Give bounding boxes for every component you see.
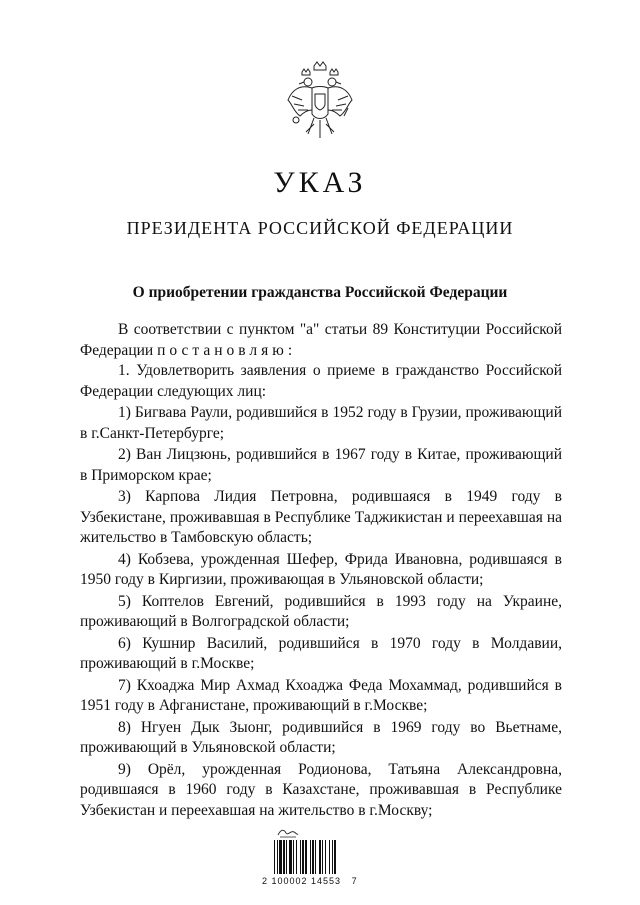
barcode-bar [329,840,330,874]
barcode-bar [310,840,311,874]
barcode-bar [296,840,297,874]
barcode-bar [274,840,275,874]
barcode-number: 2 100002 14553 7 [262,876,358,886]
barcode-bar [283,840,285,874]
coat-of-arms-icon [284,60,356,146]
list-item: 2) Ван Лицзюнь, родившийся в 1967 году в Китае, проживающий в Приморском крае; [80,446,562,484]
document-body [80,320,562,821]
barcode-bar [315,840,316,874]
barcode-bar [334,840,336,874]
document-subtitle: ПРЕЗИДЕНТА РОССИЙСКОЙ ФЕДЕРАЦИИ [126,218,514,238]
barcode-bar [279,840,282,874]
barcode-bar [322,840,323,874]
barcode-bar [305,840,307,874]
list-item: 9) Орёл, урожденная Родионова, Татьяна Александровна, родившаяся в 1960 году в Казахстане, проживавшая в Республике Узбекистан и переехавшая на жительство в г.Москву; [80,760,562,819]
list-item: 1) Бигвава Раули, родившийся в 1952 году в Грузии, проживающий в г.Санкт-Петербурге; [80,404,562,442]
barcode-bar [302,840,304,874]
list-item: 4) Кобзева, урожденная Шефер, Фрида Ивановна, родившаяся в 1950 году в Киргизии, проживающая в Ульяновской области; [80,550,562,588]
intro-decree-word: постановляю: [157,341,297,359]
barcode-bar [289,840,292,874]
registration-mark-icon [276,826,300,838]
list-item: 5) Коптелов Евгений, родившийся в 1993 году на Украине, проживающий в Волгоградской области; [80,592,562,630]
barcode-icon [272,840,368,874]
list-item: 3) Карпова Лидия Петровна, родившаяся в 1949 году в Узбекистане, проживавшая в Республике Таджикистан и переехавшая на жительство в Тамбовскую область; [80,488,562,546]
intro-paragraph [80,320,562,361]
list-item: 1. Удовлетворить заявления о приеме в гражданство Российской Федерации следующих лиц: [80,362,562,400]
barcode-bar [332,840,333,874]
barcode-bar [319,840,321,874]
list-item: 8) Нгуен Дык Зыонг, родившийся в 1969 году во Вьетнаме, проживающий в Ульяновской области; [80,718,562,756]
list-item: 7) Кхоаджа Мир Ахмад Кхоаджа Феда Мохаммад, родившийся в 1951 году в Афганистане, проживающий в г.Москве; [80,676,562,714]
document-title: УКАЗ [273,166,367,199]
document-heading: О приобретении гражданства Российской Федерации [132,284,508,301]
barcode-bar [293,840,294,874]
barcode-bar [312,840,314,874]
barcode-bar [300,840,301,874]
barcode-bar [325,840,326,874]
list-item: 6) Кушнир Василий, родившийся в 1970 году в Молдавии, проживающий в г.Москве; [80,634,562,672]
barcode-bar [277,840,278,874]
intro-text: В соответствии с пунктом "а" статьи 89 Конституции Российской Федерации [80,321,562,359]
barcode-bar [286,840,287,874]
